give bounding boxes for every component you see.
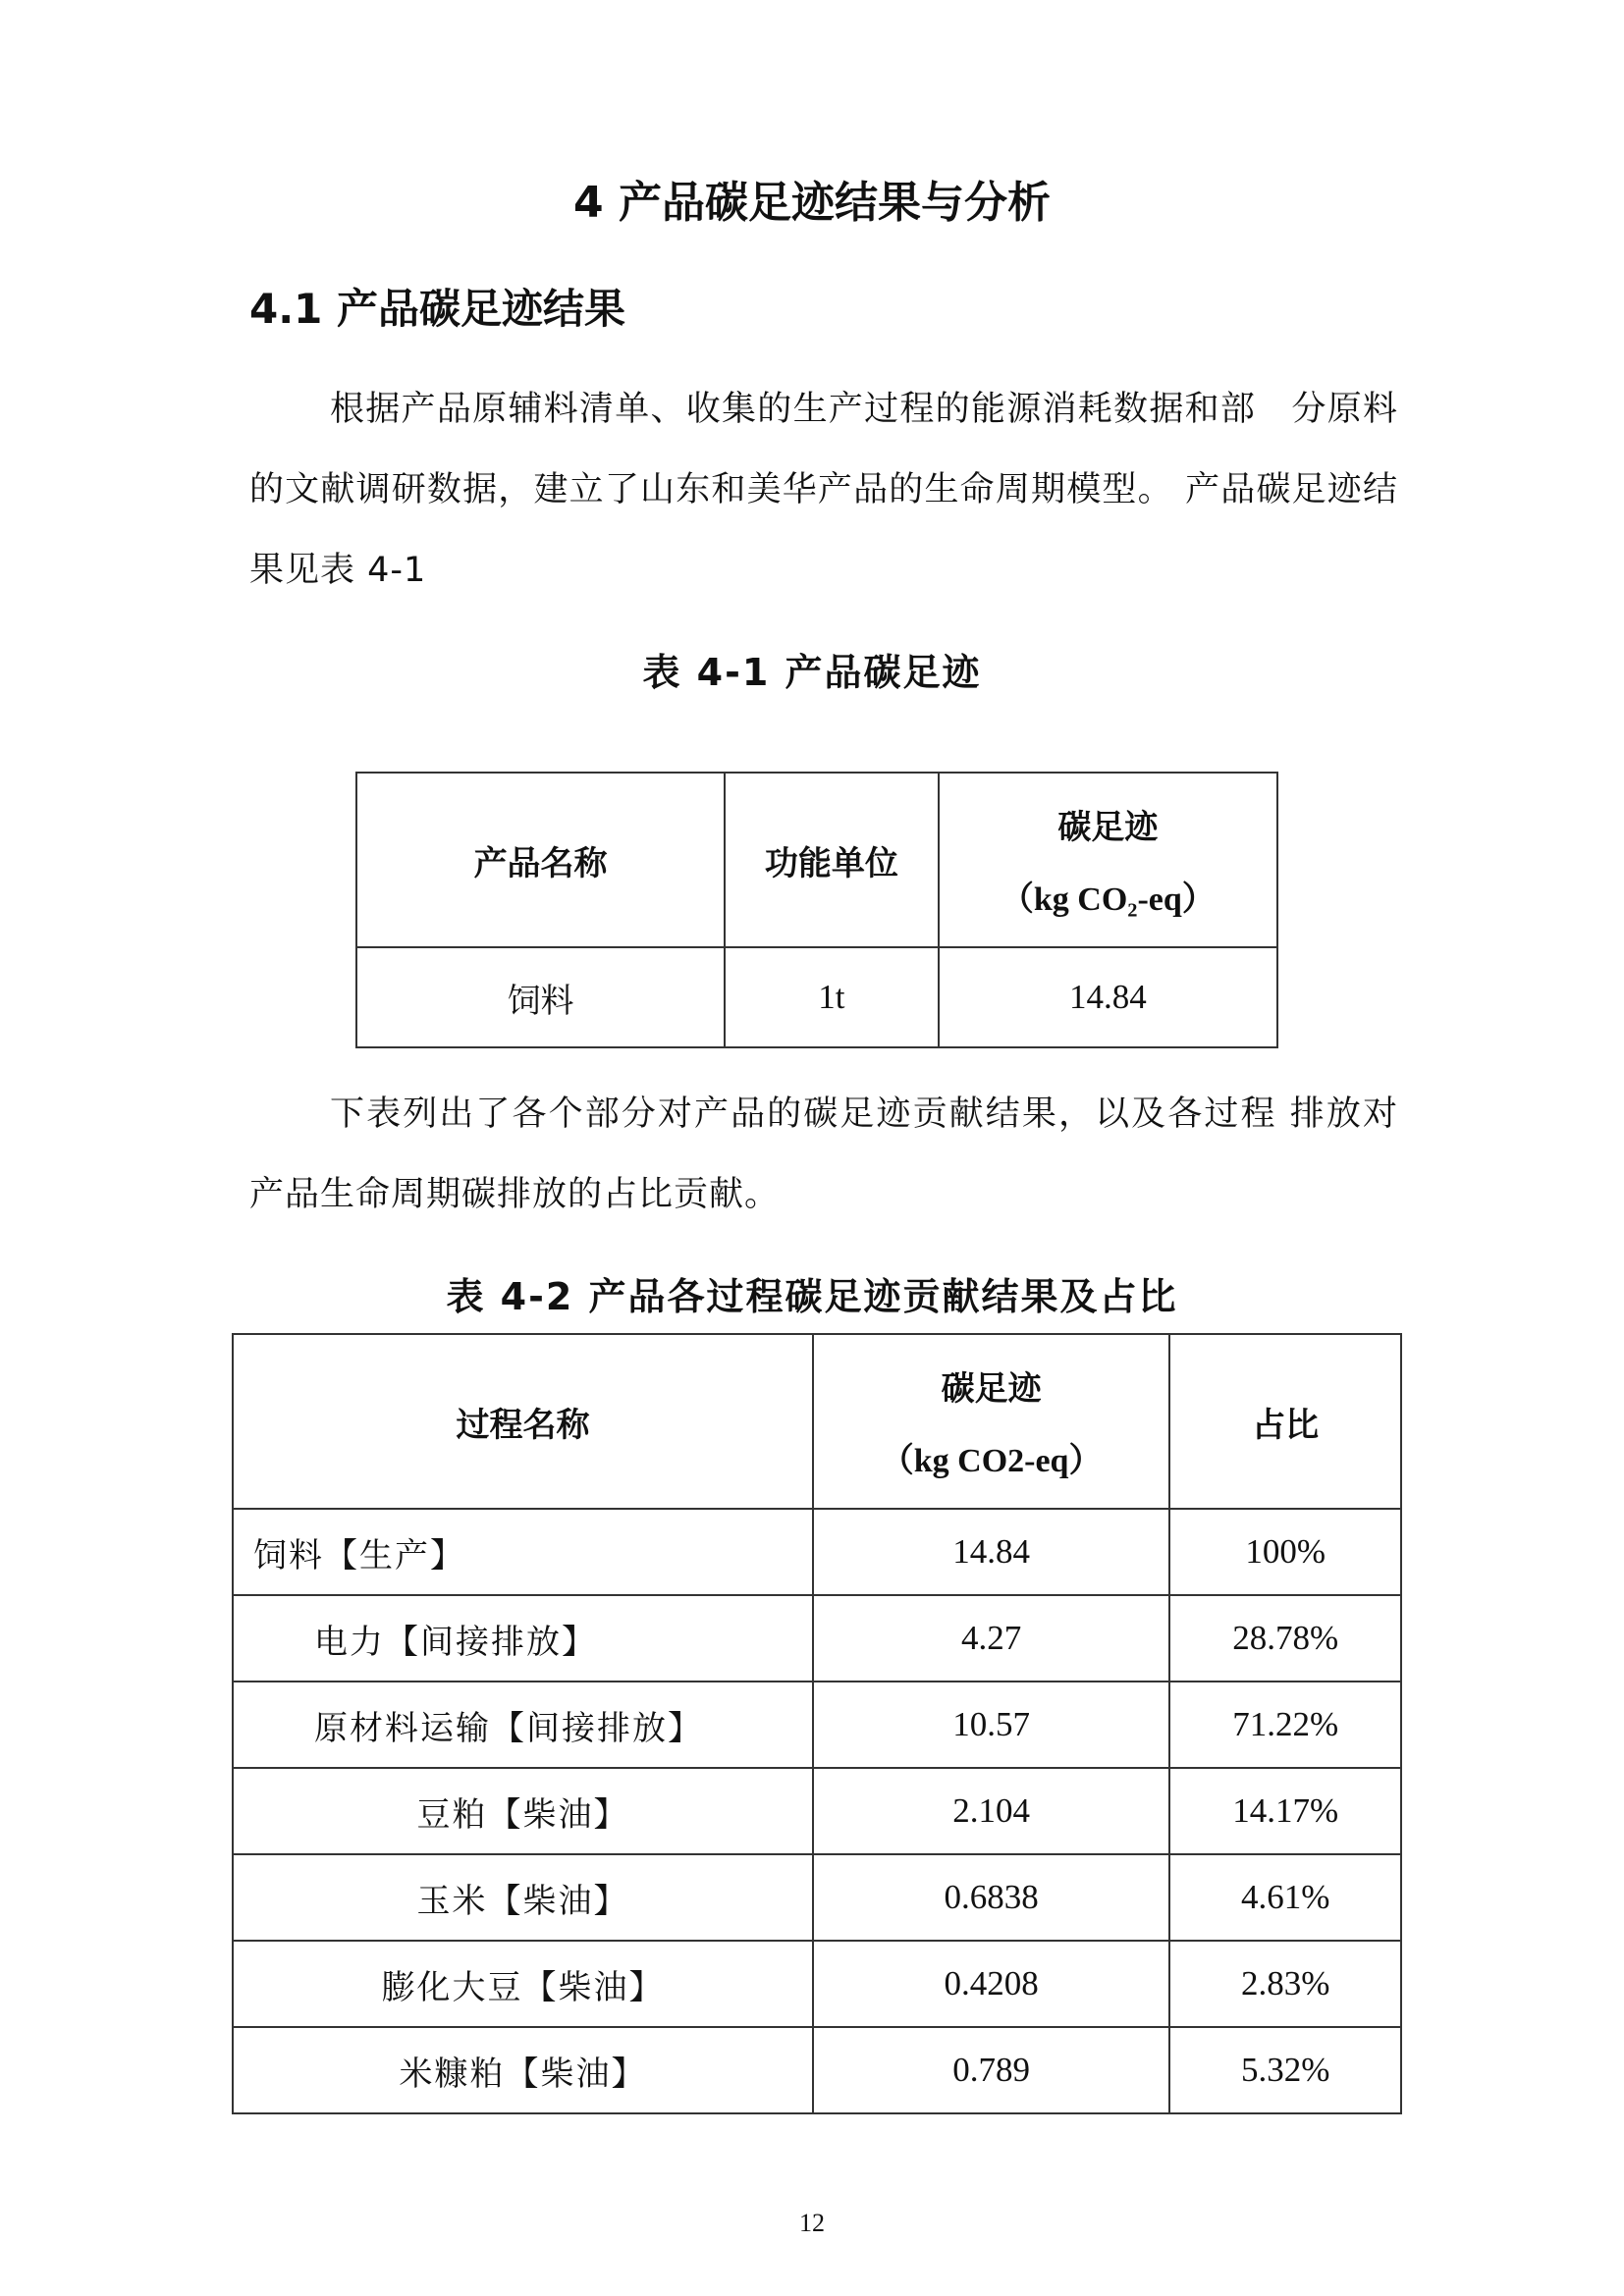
cell-footprint: 14.84	[939, 947, 1277, 1047]
cell-footprint: 0.4208	[813, 1941, 1169, 2027]
cell-share: 71.22%	[1169, 1682, 1401, 1768]
cell-footprint: 4.27	[813, 1595, 1169, 1682]
header-functional-unit: 功能单位	[725, 773, 939, 947]
page-number: 12	[799, 2209, 825, 2237]
cell-share: 2.83%	[1169, 1941, 1401, 2027]
cell-share: 5.32%	[1169, 2027, 1401, 2113]
cell-process: 膨化大豆【柴油】	[233, 1941, 813, 2027]
paragraph-contribution: 下表列出了各个部分对产品的碳足迹贡献结果，以及各过程 排放对产品生命周期碳排放的占比贡献。	[249, 1095, 1398, 1214]
table-row	[233, 1941, 1401, 2027]
table-row	[233, 1509, 1401, 1595]
cell-footprint: 0.789	[813, 2027, 1169, 2113]
header-process-name: 过程名称	[233, 1334, 813, 1509]
cell-share: 28.78%	[1169, 1595, 1401, 1682]
table-row	[233, 1768, 1401, 1854]
header-carbon-footprint	[813, 1334, 1169, 1509]
cell-footprint: 10.57	[813, 1682, 1169, 1768]
cell-process: 原材料运输【间接排放】	[233, 1682, 813, 1768]
table1-caption: 表 4-1 产品碳足迹	[642, 651, 982, 694]
header-carbon-footprint-unit: （kg CO2-eq）	[880, 1443, 1103, 1479]
carbon-footprint-table	[355, 772, 1278, 1048]
table-header-row	[233, 1334, 1401, 1509]
header-carbon-footprint	[939, 773, 1277, 947]
process-contribution-table	[232, 1333, 1402, 2114]
cell-unit: 1t	[725, 947, 939, 1047]
header-share: 占比	[1169, 1334, 1401, 1509]
cell-share: 14.17%	[1169, 1768, 1401, 1854]
table-row	[233, 1854, 1401, 1941]
table-row	[233, 1682, 1401, 1768]
cell-process: 饲料【生产】	[233, 1509, 813, 1595]
header-carbon-footprint-label: 碳足迹	[941, 1369, 1042, 1409]
table-row	[233, 1595, 1401, 1682]
cell-product: 饲料	[356, 947, 725, 1047]
cell-process: 电力【间接排放】	[233, 1595, 813, 1682]
header-product-name: 产品名称	[356, 773, 725, 947]
cell-footprint: 0.6838	[813, 1854, 1169, 1941]
cell-process: 米糠粕【柴油】	[233, 2027, 813, 2113]
header-carbon-footprint-label: 碳足迹	[1057, 808, 1159, 847]
cell-process: 豆粕【柴油】	[233, 1768, 813, 1854]
cell-footprint: 2.104	[813, 1768, 1169, 1854]
table-row	[233, 2027, 1401, 2113]
cell-process: 玉米【柴油】	[233, 1854, 813, 1941]
section-title: 4.1 产品碳足迹结果	[249, 285, 626, 333]
header-carbon-footprint-unit: （kg CO₂-eq）	[1000, 881, 1216, 918]
paragraph-intro: 根据产品原辅料清单、收集的生产过程的能源消耗数据和部 分原料的文献调研数据，建立了山东和美华产品的生命周期模型。 产品碳足迹结果见表 4-1	[249, 390, 1398, 590]
chapter-title: 4 产品碳足迹结果与分析	[573, 178, 1051, 228]
table-header-row	[356, 773, 1277, 947]
table2-caption: 表 4-2 产品各过程碳足迹贡献结果及占比	[446, 1275, 1178, 1318]
table-row	[356, 947, 1277, 1047]
cell-share: 4.61%	[1169, 1854, 1401, 1941]
cell-footprint: 14.84	[813, 1509, 1169, 1595]
cell-share: 100%	[1169, 1509, 1401, 1595]
